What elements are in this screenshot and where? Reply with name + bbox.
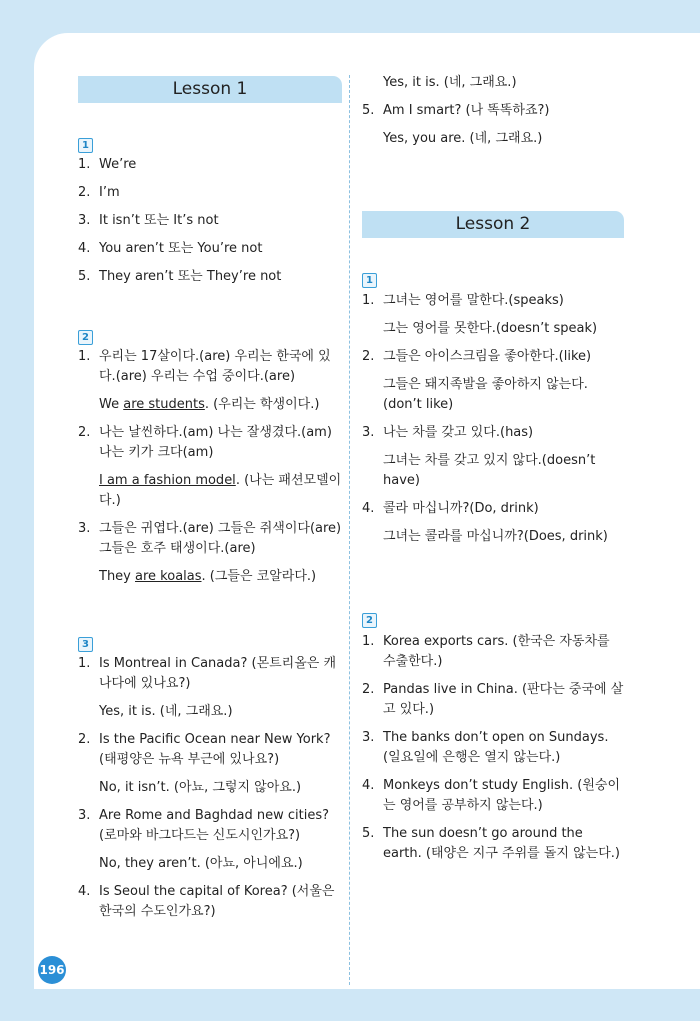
- answer-line: Yes, it is. (네, 그래요.): [99, 704, 233, 719]
- list-item: 2. 나는 날씬하다.(am) 나는 잘생겼다.(am) 나는 키가 크다(am): [78, 425, 332, 460]
- lesson-2-section-1-list: [362, 291, 624, 555]
- list-item: 2. Is the Pacific Ocean near New York? (태평양은 뉴욕 부근에 있나요?): [78, 732, 331, 767]
- list-item: 1. Is Montreal in Canada? (몬트리올은 캐나다에 있나요?): [78, 656, 337, 691]
- answer-line: No, it isn’t. (아뇨, 그렇지 않아요.): [99, 780, 302, 795]
- answer-line: I am a fashion model. (나는 패션모델이다.): [99, 473, 342, 508]
- list-item: 5. The sun doesn’t go around the earth. (태양은 지구 주위를 돌지 않는다.): [362, 826, 620, 861]
- list-item: 3. 나는 차를 갖고 있다.(has): [362, 425, 534, 440]
- list-item: 3. The banks don’t open on Sundays. (일요일에 은행은 열지 않는다.): [362, 730, 609, 765]
- lesson-1-title: Lesson 1: [78, 76, 342, 103]
- answer-line: No, they aren’t. (아뇨, 아니에요.): [99, 856, 303, 871]
- answer-line: 그녀는 콜라를 마십니까?(Does, drink): [383, 529, 608, 544]
- list-item: 3. 그들은 귀엽다.(are) 그들은 쥐색이다(are) 그들은 호주 태생이다.(are): [78, 521, 342, 556]
- continued-list: [362, 73, 624, 157]
- section-1-number-icon: 1: [362, 273, 377, 288]
- list-item: 1. 우리는 17살이다.(are) 우리는 한국에 있다.(are) 우리는 수업 중이다.(are): [78, 349, 331, 384]
- answer-line: 그녀는 차를 갖고 있지 않다.(doesn’t have): [383, 453, 596, 488]
- lesson-1-section-2-list: [78, 347, 342, 595]
- section-1-number-icon: 1: [78, 138, 93, 153]
- list-item: 5. Am I smart? (나 똑똑하죠?): [362, 103, 550, 118]
- list-item: 1. Korea exports cars. (한국은 자동차를 수출한다.): [362, 634, 610, 669]
- list-item: 5. They aren’t 또는 They’re not: [78, 269, 282, 284]
- list-item: 4. Is Seoul the capital of Korea? (서울은 한국의 수도인가요?): [78, 884, 335, 919]
- answer-line: They are koalas. (그들은 코알라다.): [99, 569, 317, 584]
- page: [34, 33, 700, 989]
- list-item: 1. 그녀는 영어를 말한다.(speaks): [362, 293, 564, 308]
- list-item: 3. Are Rome and Baghdad new cities? (로마와 바그다드는 신도시인가요?): [78, 808, 329, 843]
- answer-line: 그는 영어를 못한다.(doesn’t speak): [383, 321, 598, 336]
- section-3-number-icon: 3: [78, 637, 93, 652]
- list-item: 1. We’re: [78, 157, 137, 172]
- answer-line: We are students. (우리는 학생이다.): [99, 397, 320, 412]
- list-item: 4. You aren’t 또는 You’re not: [78, 241, 263, 256]
- page-number-badge: 196: [38, 956, 66, 984]
- answer-line: Yes, you are. (네, 그래요.): [383, 131, 543, 146]
- lesson-2-title: Lesson 2: [362, 211, 624, 238]
- list-item: 4. 콜라 마십니까?(Do, drink): [362, 501, 539, 516]
- section-2-number-icon: 2: [78, 330, 93, 345]
- list-item: 2. Pandas live in China. (판다는 중국에 살고 있다.): [362, 682, 624, 717]
- list-item: 2. I’m: [78, 185, 120, 200]
- lesson-1-section-1-list: [78, 155, 342, 295]
- column-divider: [349, 75, 350, 985]
- list-item: 3. It isn’t 또는 It’s not: [78, 213, 219, 228]
- lesson-2-section-2-list: [362, 632, 624, 872]
- list-item: 4. Monkeys don’t study English. (원숭이는 영어를 공부하지 않는다.): [362, 778, 621, 813]
- section-2-number-icon: 2: [362, 613, 377, 628]
- answer-line: Yes, it is. (네, 그래요.): [383, 75, 517, 90]
- lesson-1-section-3-list: [78, 654, 342, 930]
- answer-line: 그들은 돼지족발을 좋아하지 않는다.(don’t like): [383, 377, 588, 412]
- list-item: 2. 그들은 아이스크림을 좋아한다.(like): [362, 349, 592, 364]
